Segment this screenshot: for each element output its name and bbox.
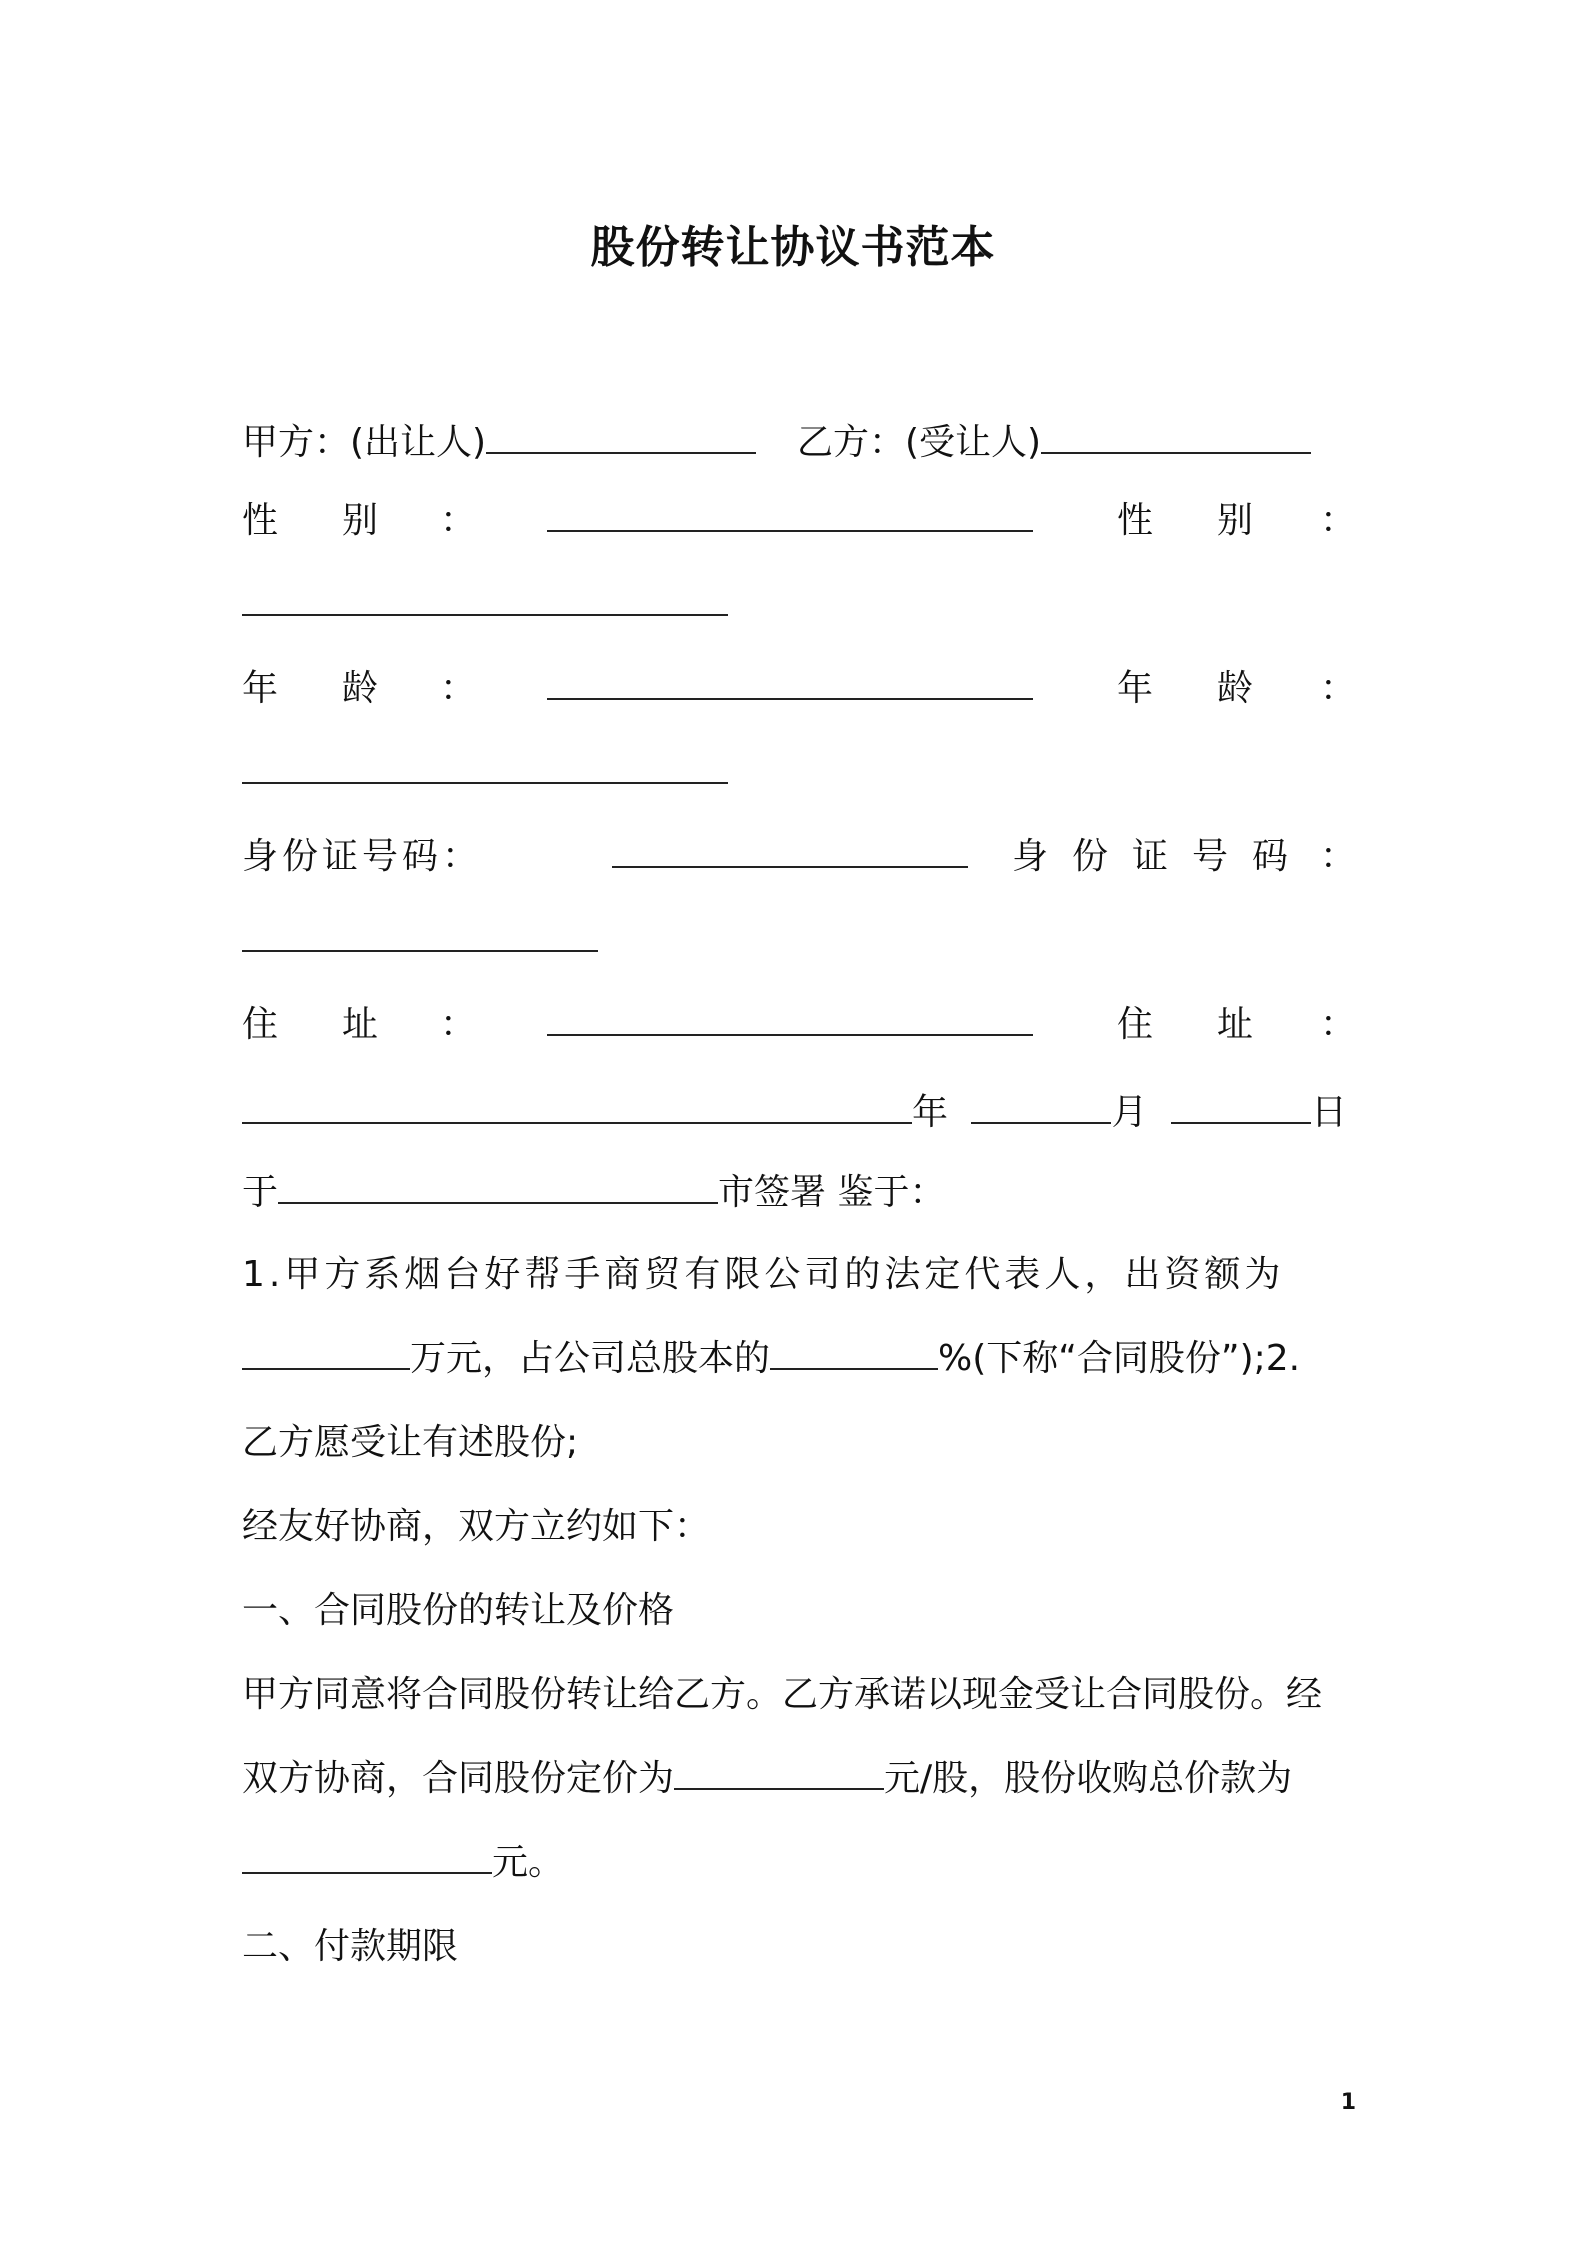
document-title: 股份转让协议书范本 (590, 222, 996, 273)
age-label-char: 年 (1117, 668, 1154, 709)
party-b-id-blank[interactable] (242, 916, 598, 952)
id-blank-line (242, 916, 1352, 966)
price-per-share-blank[interactable] (674, 1754, 884, 1790)
date-month-blank[interactable] (971, 1088, 1111, 1124)
id-label-char: 证 (322, 836, 359, 877)
section-1-heading: 一、合同股份的转让及价格 (242, 1590, 675, 1631)
party-b-age-blank[interactable] (242, 748, 728, 784)
address-label-colon: ： (1320, 1004, 1357, 1045)
date-line (242, 1088, 1352, 1138)
age-label-char: 年 (242, 668, 279, 709)
address-label-char: 址 (342, 1004, 379, 1045)
id-label-char: 号 (1192, 836, 1229, 877)
id-label-colon: ： (1320, 836, 1357, 877)
address-label-char: 住 (242, 1004, 279, 1045)
gender-label-colon: ： (440, 500, 477, 541)
date-day-blank[interactable] (1171, 1088, 1311, 1124)
recital-1-line-1: 1.甲方系烟台好帮手商贸有限公司的法定代表人，出资额为 (242, 1254, 1285, 1295)
signing-city-blank[interactable] (278, 1168, 718, 1204)
section-1-line-1: 甲方同意将合同股份转让给乙方。乙方承诺以现金受让合同股份。经 (242, 1674, 1323, 1715)
party-a-blank[interactable] (486, 418, 756, 454)
id-label-char: 身 (1012, 836, 1049, 877)
date-day-label: 日 (1310, 1092, 1347, 1133)
gender-label-char: 别 (1217, 500, 1254, 541)
share-percent-blank[interactable] (770, 1334, 938, 1370)
address-label-colon: ： (440, 1004, 477, 1045)
gender-label-char: 性 (242, 500, 279, 541)
party-a-age-blank[interactable] (547, 664, 1033, 700)
gender-label-char: 别 (342, 500, 379, 541)
page-number: 1 (1340, 2090, 1356, 2115)
address-label-char: 住 (1117, 1004, 1154, 1045)
party-b-address-blank[interactable] (242, 1088, 912, 1124)
age-label-char: 龄 (342, 668, 379, 709)
address-label-char: 址 (1217, 1004, 1254, 1045)
section-1-text-a: 双方协商，合同股份定价为 (242, 1758, 675, 1799)
capital-amount-blank[interactable] (242, 1334, 410, 1370)
gender-label-colon: ： (1320, 500, 1357, 541)
id-label-colon: ： (442, 836, 479, 877)
id-label-char: 份 (282, 836, 319, 877)
party-a-label: 甲方：(出让人) (242, 422, 487, 463)
recital-1-line-2 (242, 1334, 1352, 1384)
id-label-char: 证 (1132, 836, 1169, 877)
party-b-label: 乙方：(受让人) (797, 422, 1042, 463)
recital-2: 乙方愿受让有述股份; (242, 1422, 579, 1463)
section-1-line-2 (242, 1754, 1352, 1804)
parties-line (242, 418, 1352, 468)
date-month-label: 月 (1111, 1092, 1148, 1133)
recital-1-text-b: %(下称“合同股份”);2. (938, 1338, 1301, 1379)
sign-prefix: 于 (242, 1172, 279, 1213)
party-a-id-blank[interactable] (612, 832, 968, 868)
party-a-gender-blank[interactable] (547, 496, 1033, 532)
age-label-char: 龄 (1217, 668, 1254, 709)
agreement-intro: 经友好协商，双方立约如下： (242, 1506, 711, 1547)
date-year-label: 年 (912, 1092, 949, 1133)
section-1-text-c: 元。 (492, 1842, 565, 1883)
party-b-gender-blank[interactable] (242, 580, 728, 616)
recital-1-text-a: 万元，占公司总股本的 (410, 1338, 771, 1379)
gender-blank-line (242, 580, 1352, 630)
signing-line (242, 1168, 1352, 1218)
sign-suffix: 市签署 鉴于： (718, 1172, 946, 1213)
id-label-char: 号 (362, 836, 399, 877)
age-label-colon: ： (1320, 668, 1357, 709)
id-label-char: 码 (402, 836, 439, 877)
id-label-char: 身 (242, 836, 279, 877)
id-label-char: 码 (1252, 836, 1289, 877)
total-price-blank[interactable] (242, 1838, 492, 1874)
section-1-text-b: 元/股，股份收购总价款为 (884, 1758, 1293, 1799)
id-label-char: 份 (1072, 836, 1109, 877)
gender-label-char: 性 (1117, 500, 1154, 541)
party-b-blank[interactable] (1041, 418, 1311, 454)
section-2-heading: 二、付款期限 (242, 1926, 459, 1967)
age-blank-line (242, 748, 1352, 798)
section-1-line-3 (242, 1838, 1352, 1888)
age-label-colon: ： (440, 668, 477, 709)
party-a-address-blank[interactable] (547, 1000, 1033, 1036)
